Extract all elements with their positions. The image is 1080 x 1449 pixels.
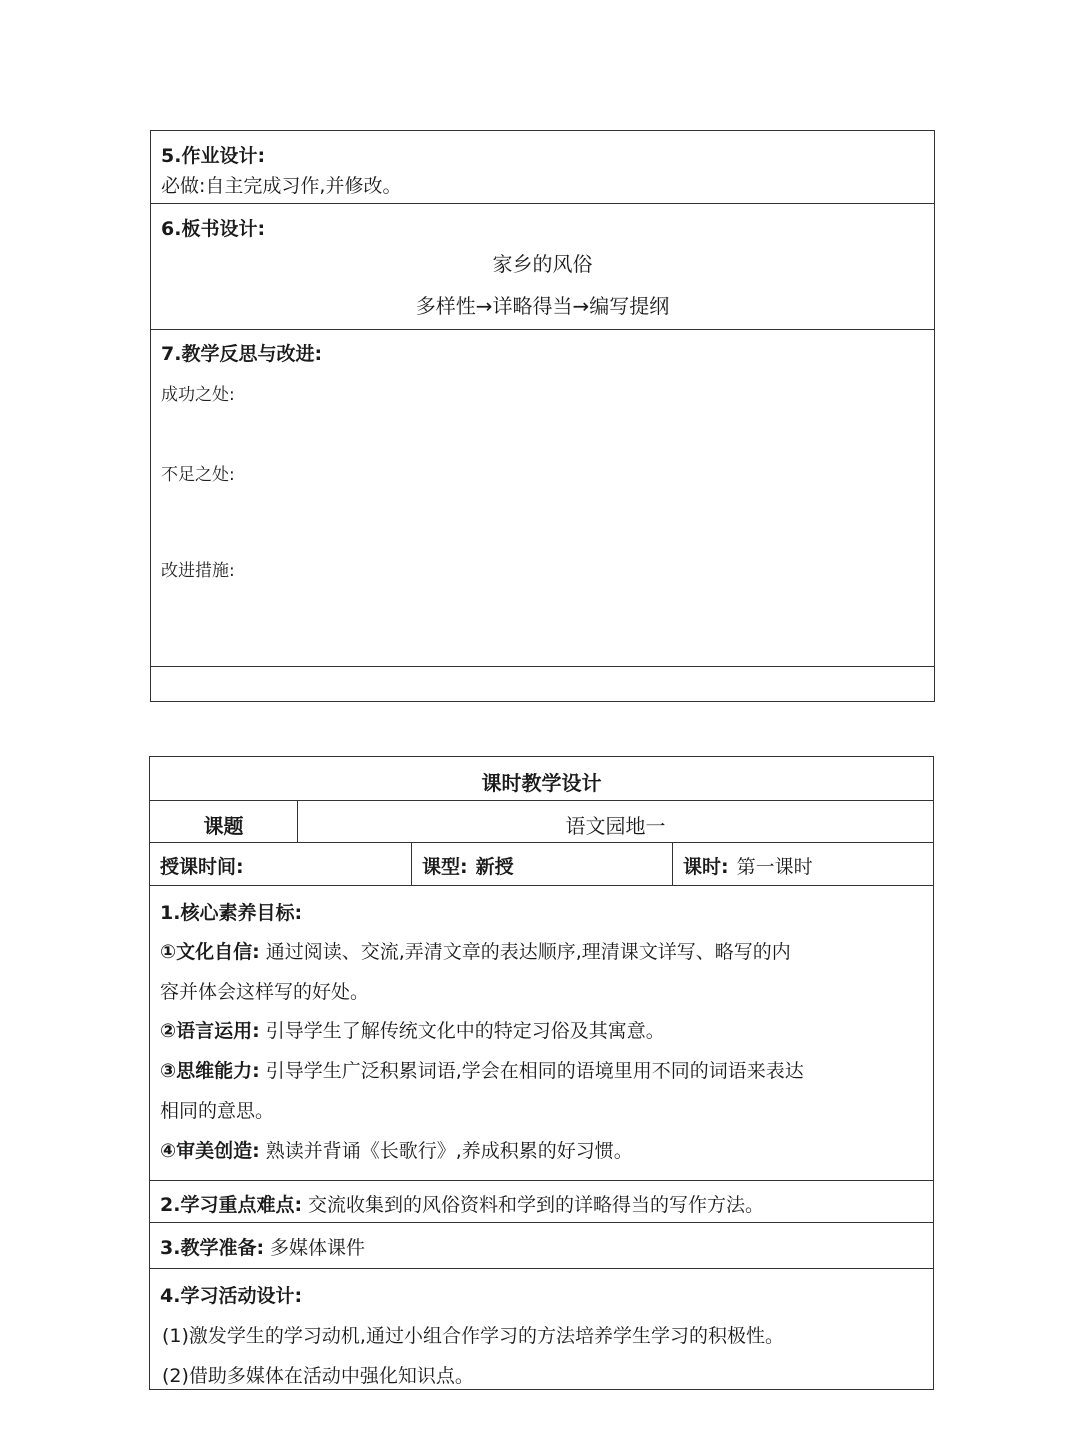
activities-row [150,1269,933,1389]
key-points-text: 交流收集到的风俗资料和学到的详略得当的写作方法。 [308,1194,765,1216]
goal-4-text: 熟读并背诵《长歌行》,养成积累的好习惯。 [265,1140,633,1162]
goals-row [150,886,933,1181]
preparation-row [150,1223,933,1269]
preparation-label: 3.教学准备: [160,1237,265,1259]
period-value: 第一课时 [736,856,813,878]
goal-3-line-b: 相同的意思。 [160,1100,275,1122]
improvement-label: 改进措施: [161,561,235,581]
type-label: 课型: [422,856,468,878]
key-points-label: 2.学习重点难点: [160,1194,303,1216]
board-design-row [151,204,934,330]
topic-value: 语文园地一 [565,814,666,838]
type-value: 新授 [475,856,514,878]
goal-3-text-a: 引导学生广泛积累词语,学会在相同的语境里用不同的词语来表达 [265,1060,804,1082]
board-design-heading: 6.板书设计: [161,218,266,240]
preparation-line [160,1233,365,1260]
empty-row [151,667,934,701]
time-cell [150,843,412,885]
period-line [683,852,813,879]
goal-2-label: ②语言运用: [160,1020,260,1042]
board-design-line1: 家乡的风俗 [492,252,593,276]
topic-value-cell [298,801,933,842]
topic-label-cell [150,801,298,842]
goal-4-label: ④审美创造: [160,1140,260,1162]
lesson-title: 课时教学设计 [481,771,602,795]
topic-label: 课题 [203,814,244,838]
lesson-title-row [150,757,933,801]
goal-1-line-b: 容并体会这样写的好处。 [160,981,370,1003]
key-points-line [160,1190,764,1217]
goal-3-label: ③思维能力: [160,1060,260,1082]
board-design-line2: 多样性→详略得当→编写提纲 [415,294,670,318]
key-points-row [150,1181,933,1223]
homework-text: 必做:自主完成习作,并修改。 [161,175,402,197]
goals-heading: 1.核心素养目标: [160,902,303,924]
goal-4-line [160,1136,633,1163]
activity-item-2: (2)借助多媒体在活动中强化知识点。 [162,1365,474,1387]
type-line [422,852,514,879]
goal-3-line-a [160,1056,804,1083]
reflection-row [151,330,934,667]
goal-1-line-a [160,937,791,964]
goal-2-text: 引导学生了解传统文化中的特定习俗及其寓意。 [265,1020,665,1042]
reflection-table [150,130,935,702]
schedule-row [150,843,933,886]
success-label: 成功之处: [161,385,235,405]
period-label: 课时: [683,856,729,878]
topic-row [150,801,933,843]
homework-row [151,131,934,204]
goal-2-line [160,1016,665,1043]
preparation-text: 多媒体课件 [270,1237,366,1259]
shortcoming-label: 不足之处: [161,465,235,485]
activity-item-1: (1)激发学生的学习动机,通过小组合作学习的方法培养学生学习的积极性。 [162,1325,784,1347]
homework-heading: 5.作业设计: [161,145,266,167]
goal-1-text-a: 通过阅读、交流,弄清文章的表达顺序,理清课文详写、略写的内 [265,941,791,963]
period-cell [673,843,933,885]
reflection-heading: 7.教学反思与改进: [161,343,323,365]
type-cell [412,843,673,885]
time-label: 授课时间: [160,856,244,878]
goal-1-label: ①文化自信: [160,941,260,963]
activities-heading: 4.学习活动设计: [160,1285,303,1307]
lesson-design-table [149,756,934,1390]
